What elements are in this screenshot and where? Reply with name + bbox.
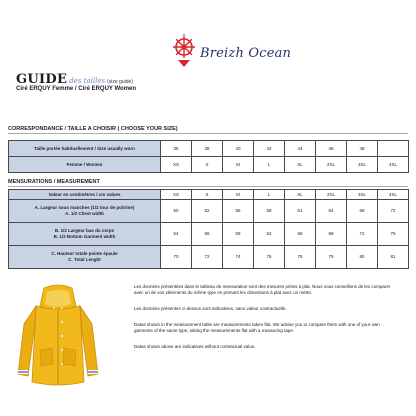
- brand-logo: [170, 34, 290, 78]
- table-cell: 42: [254, 141, 285, 157]
- table-cell: 61: [285, 200, 316, 223]
- table-cell: 64: [316, 200, 347, 223]
- table-cell: 36: [161, 141, 192, 157]
- table-cell: 58: [254, 200, 285, 223]
- table-row: [9, 200, 409, 223]
- table-cell: 79: [316, 246, 347, 269]
- table-cell: 59: [223, 223, 254, 246]
- table-cell: 68: [316, 223, 347, 246]
- table-cell: S: [192, 157, 223, 173]
- table-cell: 72: [378, 200, 409, 223]
- column-header: 2XL: [316, 190, 347, 200]
- table-cell: 62: [254, 223, 285, 246]
- table-cell: 2XL: [316, 157, 347, 173]
- brand-name: Breizh Ocean: [200, 46, 292, 61]
- row-label-fr: A. Largeur sous manches (1/2 tour de poitrine): [34, 205, 135, 211]
- guide-fr: des tailles: [69, 77, 106, 85]
- table-cell: 68: [347, 200, 378, 223]
- row-label-en: B. 1/2 Bottom Garment width: [53, 234, 116, 239]
- measurement-title: MENSURATIONS / MEASUREMENT: [8, 179, 100, 185]
- table-cell: [378, 141, 409, 157]
- table-cell: 78: [285, 246, 316, 269]
- table-cell: 40: [223, 141, 254, 157]
- table-row: [9, 246, 409, 269]
- product-subtitle: Ciré ERQUY Femme / Ciré ERQUY Women: [16, 86, 137, 92]
- row-label: [9, 223, 161, 246]
- table-cell: XS: [161, 157, 192, 173]
- note-en-2: Datas shown above are indicatives without contractual value.: [134, 344, 256, 349]
- note-fr-2: Les données présentes ci-dessus sont indicatives, sans valeur contractuelle.: [134, 306, 287, 311]
- column-header: 4XL: [378, 190, 409, 200]
- column-header: L: [254, 190, 285, 200]
- jacket-image: [14, 284, 102, 396]
- header-label: Valeur en centimètres / cm values: [9, 190, 161, 200]
- table-cell: 76: [378, 223, 409, 246]
- guide-word: GUIDE: [16, 72, 68, 87]
- row-label-fr: B. 1/2 Largeur bas du corps: [54, 228, 115, 234]
- table-cell: 72: [347, 223, 378, 246]
- table-cell: M: [223, 157, 254, 173]
- table-row: [9, 141, 409, 157]
- section-divider: [8, 186, 408, 187]
- table-row: [9, 157, 409, 173]
- table-cell: 46: [316, 141, 347, 157]
- table-cell: 65: [285, 223, 316, 246]
- table-cell: 76: [254, 246, 285, 269]
- row-label: Taille portée habituellement / Size usually worn: [9, 141, 161, 157]
- table-cell: 74: [223, 246, 254, 269]
- table-cell: 4XL: [378, 157, 409, 173]
- measurement-table: [8, 189, 409, 269]
- table-cell: 48: [347, 141, 378, 157]
- table-cell: 81: [378, 246, 409, 269]
- row-label-en: C. Total Lenght: [68, 257, 101, 262]
- table-cell: 38: [192, 141, 223, 157]
- note-fr-1: Les données présentées dans le tableau de mensuration sont des mesures prises à plat. Nous vous conseillons de les comparer avec un de vos vêtements du même type en prenant les dimentions à plat avec un mètre.: [134, 284, 391, 296]
- table-cell: 54: [161, 223, 192, 246]
- row-label-fr: C. Hauteur totale pointe épaule: [51, 251, 118, 257]
- table-cell: L: [254, 157, 285, 173]
- table-cell: 50: [161, 200, 192, 223]
- table-cell: 72: [192, 246, 223, 269]
- table-cell: 80: [347, 246, 378, 269]
- column-header: M: [223, 190, 254, 200]
- section-divider: [8, 133, 408, 134]
- column-header: XS: [161, 190, 192, 200]
- row-label: [9, 246, 161, 269]
- row-label: Femme / Women: [9, 157, 161, 173]
- table-row: [9, 223, 409, 246]
- table-cell: 55: [223, 200, 254, 223]
- row-label-en: A. 1/2 Chest width: [65, 211, 104, 216]
- note-en-1: Datas shown in the measurement table are measurements taken flat. We advise you to compare them with one of your own garments of the same type, taking the measurements flat with a measuring tape.: [134, 322, 380, 334]
- correspondance-table: [8, 140, 409, 173]
- table-cell: 3XL: [347, 157, 378, 173]
- column-header: S: [192, 190, 223, 200]
- correspondance-title: CORRESPONDANCE / TAILLE A CHOISIR ( CHOOSE YOUR SIZE): [8, 126, 178, 132]
- column-header: 3XL: [347, 190, 378, 200]
- row-label: [9, 200, 161, 223]
- table-cell: 70: [161, 246, 192, 269]
- guide-en: (size guide): [107, 79, 133, 85]
- table-cell: XL: [285, 157, 316, 173]
- table-header-row: [9, 190, 409, 200]
- table-cell: 44: [285, 141, 316, 157]
- table-cell: 52: [192, 200, 223, 223]
- column-header: XL: [285, 190, 316, 200]
- table-cell: 56: [192, 223, 223, 246]
